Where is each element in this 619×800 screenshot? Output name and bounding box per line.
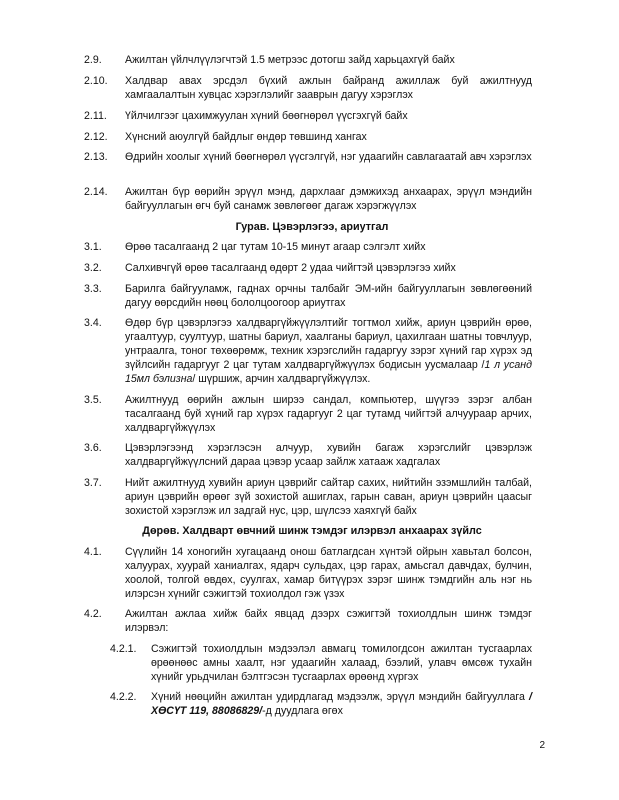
- item-number: 4.2.2.: [110, 691, 137, 703]
- item-number: 2.12.: [84, 131, 108, 143]
- item-number: 4.2.1.: [110, 643, 137, 655]
- item-number: 4.2.: [84, 608, 102, 620]
- item-number: 2.13.: [84, 151, 108, 163]
- item-text: Сүүлийн 14 хоногийн хугацаанд онош батлагдсан хүнтэй ойрын хавьтал болсон, халуурах, хуурай ханиалгах, ядарч сульдах, цэр гарах, амьсгал давчдах, булчин, хоолой, толгой өвдөх, суулгах, хамар битүүрэх зэрэг шинж тэмдгийн аль нэг нь илэрсэн хүнийг сэжигтэй тохиолдол гэж үзэх: [125, 546, 532, 600]
- item-text: Сэжигтэй тохиолдлын мэдээлэл авмагц томилогдсон ажилтан тусгаарлах өрөөнөөс амны хаалт, нэг удаагийн халаад, бээлий, улавч өмсөж тухайн хүнийг урьдчилан бэлтгэсэн тусгаарлах өрөөнд хүргэх: [151, 643, 532, 683]
- item-text: Нийт ажилтнууд хувийн ариун цэврийг сайтар сахих, нийтийн эзэмшлийн талбай, ариун цэврийн өрөөг зүй зохистой ашиглах, гарын саван, ариун цэврийн цаасыг зохистой хэрэглэж ил задгай нус, цэр, шүлсээ хаяхгүй байх: [125, 477, 532, 517]
- item-number: 2.10.: [84, 75, 108, 87]
- item-number: 2.14.: [84, 186, 108, 198]
- item-number: 3.1.: [84, 241, 102, 253]
- item-text: Ажилтан бүр өөрийн эрүүл мэнд, дархлааг дэмжихэд анхаарах, эрүүл мэндийн байгууллагын өгч буй санамж зөвлөгөөг дагаж хэрэгжүүлэх: [125, 186, 532, 212]
- item-text: [125, 316, 532, 386]
- item-text: Хүнсний аюулгүй байдлыг өндөр төвшинд хангах: [125, 131, 367, 143]
- item-text-emphasis: 1 л усанд 15мл бэлизна: [125, 359, 532, 385]
- item-text-part: Өдөр бүр цэвэрлэгээ халдваргүйжүүлэлтийг тогтмол хийж, ариун цэврийн өрөө, угаалтуур, суултуур, шатны бариул, хаалганы бариул, цахилгаан шатны товчлуур, унтраалга, тоног төхөөрөмж, техник хэрэгслийн гадаргуу зэрэг хүний гар хүрэх эд зүйлсийн гадаргууг 2 цаг тутам халдваргүйжүүлэх бодисын уусмалаар /: [125, 317, 532, 371]
- page-number: 2: [539, 740, 545, 751]
- item-text: Салхивчгүй өрөө тасалгаанд өдөрт 2 удаа чийгтэй цэвэрлэгээ хийх: [125, 262, 456, 274]
- item-text-emphasis: /ХӨСҮТ 119, 88086829/: [151, 691, 532, 717]
- item-text: Ажилтнууд өөрийн ажлын ширээ сандал, компьютер, шүүгээ зэрэг албан тасалгаанд буй хүний гар хүрэх гадаргууг 2 цаг тутамд чийгтэй алчуураар арчих, халдваргүйжүүлэх: [125, 394, 532, 434]
- section-heading: Дөрөв. Халдварт өвчний шинж тэмдэг илэрвэл анхаарах зүйлс: [142, 525, 482, 537]
- item-text: [151, 690, 532, 718]
- item-number: 3.5.: [84, 394, 102, 406]
- item-text: Цэвэрлэгээнд хэрэглэсэн алчуур, хувийн багаж хэрэгслийг цэвэрлэж халдваргүйжүүлсний дараа цэвэр усаар зайлж хатааж хадгалах: [125, 442, 532, 468]
- item-text-part: -д дуудлага өгөх: [262, 705, 343, 717]
- section-heading: Гурав. Цэвэрлэгээ, ариутгал: [235, 221, 389, 233]
- item-text: Өдрийн хоолыг хүний бөөгнөрөл үүсгэлгүй, нэг удаагийн савлагаатай авч хэрэглэх: [125, 151, 532, 163]
- item-number: 2.11.: [84, 110, 107, 122]
- item-text-part: Хүний нөөцийн ажилтан удирдлагад мэдээлж, эрүүл мэндийн байгууллага: [151, 691, 530, 703]
- item-text: Өрөө тасалгаанд 2 цаг тутам 10-15 минут агаар сэлгэлт хийх: [125, 241, 426, 253]
- item-text: Ажилтан үйлчлүүлэгчтэй 1.5 метрээс дотогш зайд харьцахгүй байх: [125, 54, 455, 66]
- item-number: 2.9.: [84, 54, 102, 66]
- item-number: 3.2.: [84, 262, 102, 274]
- item-number: 3.7.: [84, 477, 102, 489]
- item-text-part: / шүршиж, арчин халдваргүйжүүлэх.: [192, 373, 371, 385]
- item-number: 3.3.: [84, 283, 102, 295]
- item-text: Ажилтан ажлаа хийж байх явцад дээрх сэжигтэй тохиолдлын шинж тэмдэг илэрвэл:: [125, 608, 532, 634]
- item-text: Барилга байгууламж, гаднах орчны талбайг ЭМ-ийн байгууллагын зөвлөгөөний дагуу өөрсдийн нөөц бололцоогоор ариутгах: [125, 283, 532, 309]
- item-text: Үйлчилгээг цахимжуулан хүний бөөгнөрөл үүсгэхгүй байх: [125, 110, 408, 122]
- item-number: 3.4.: [84, 317, 102, 329]
- item-number: 3.6.: [84, 442, 102, 454]
- item-number: 4.1.: [84, 546, 102, 558]
- item-text: Халдвар авах эрсдэл бүхий ажлын байранд ажиллаж буй ажилтнууд хамгаалалтын хувцас хэрэглэлийг зааврын дагуу хэрэглэх: [125, 75, 532, 101]
